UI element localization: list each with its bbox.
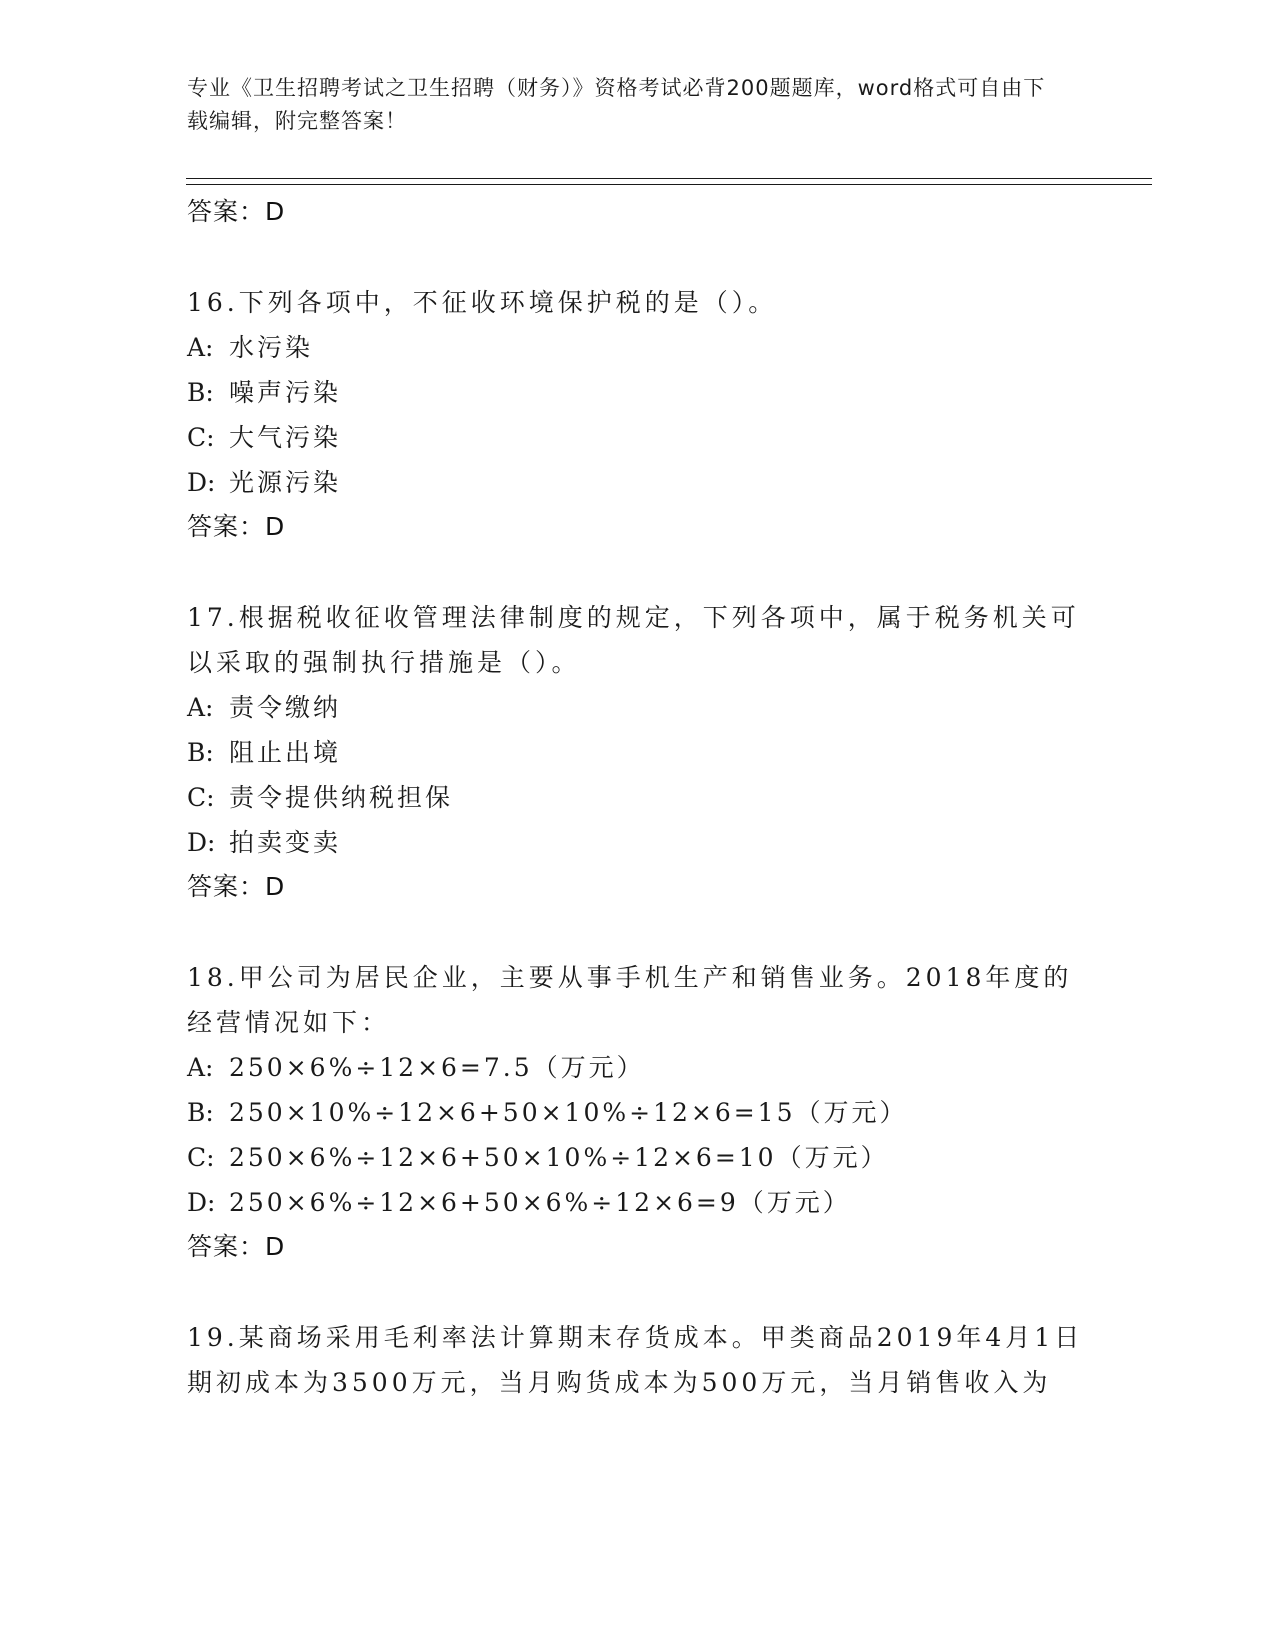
option-letter: B: [187, 738, 214, 767]
header-divider [186, 178, 1152, 185]
option-d [187, 1180, 1087, 1225]
option-c [187, 415, 1087, 460]
answer-line: 答案：D [187, 1232, 286, 1261]
question-text: 17.根据税收征收管理法律制度的规定，下列各项中，属于税务机关可以采取的强制执行措施是（）。 [187, 603, 1080, 677]
document-body [187, 190, 1087, 1405]
option-text: 责令缴纳 [229, 693, 342, 722]
question-text: 16.下列各项中，不征收环境保护税的是（）。 [187, 288, 778, 317]
option-text: 光源污染 [229, 468, 342, 497]
question-19 [187, 1315, 1087, 1405]
option-c [187, 775, 1087, 820]
option-letter: C: [187, 783, 215, 812]
option-d [187, 460, 1087, 505]
answer-line: 答案：D [187, 197, 286, 226]
option-a [187, 325, 1087, 370]
option-c [187, 1135, 1087, 1180]
option-letter: D: [187, 1188, 216, 1217]
option-text: 250×6%÷12×6+50×6%÷12×6=9（万元） [229, 1188, 851, 1217]
question-text: 19.某商场采用毛利率法计算期末存货成本。甲类商品2019年4月1日期初成本为3500万元，当月购货成本为500万元，当月销售收入为 [187, 1323, 1084, 1397]
document-header: 专业《卫生招聘考试之卫生招聘（财务）》资格考试必背200题题库，word格式可自由下载编辑，附完整答案！ [187, 76, 1046, 133]
question-text: 18.甲公司为居民企业，主要从事手机生产和销售业务。2018年度的经营情况如下： [187, 963, 1073, 1037]
option-text: 250×6%÷12×6=7.5（万元） [229, 1053, 645, 1082]
answer-line: 答案：D [187, 512, 286, 541]
option-letter: A: [187, 693, 214, 722]
option-letter: D: [187, 468, 216, 497]
option-text: 250×10%÷12×6+50×10%÷12×6=15（万元） [229, 1098, 908, 1127]
option-letter: A: [187, 1053, 214, 1082]
option-letter: D: [187, 828, 216, 857]
option-a [187, 685, 1087, 730]
option-text: 阻止出境 [229, 738, 342, 767]
option-letter: C: [187, 1143, 215, 1172]
option-b [187, 370, 1087, 415]
option-d [187, 820, 1087, 865]
option-text: 水污染 [229, 333, 314, 362]
option-text: 责令提供纳税担保 [229, 783, 454, 812]
question-18 [187, 955, 1087, 1269]
question-16 [187, 280, 1087, 549]
option-letter: B: [187, 378, 214, 407]
option-b [187, 1090, 1087, 1135]
option-text: 噪声污染 [229, 378, 342, 407]
option-text: 大气污染 [229, 423, 342, 452]
option-b [187, 730, 1087, 775]
question-17 [187, 595, 1087, 909]
answer-line: 答案：D [187, 872, 286, 901]
option-letter: C: [187, 423, 215, 452]
option-letter: B: [187, 1098, 214, 1127]
option-letter: A: [187, 333, 214, 362]
option-text: 拍卖变卖 [229, 828, 342, 857]
option-a [187, 1045, 1087, 1090]
option-text: 250×6%÷12×6+50×10%÷12×6=10（万元） [229, 1143, 889, 1172]
